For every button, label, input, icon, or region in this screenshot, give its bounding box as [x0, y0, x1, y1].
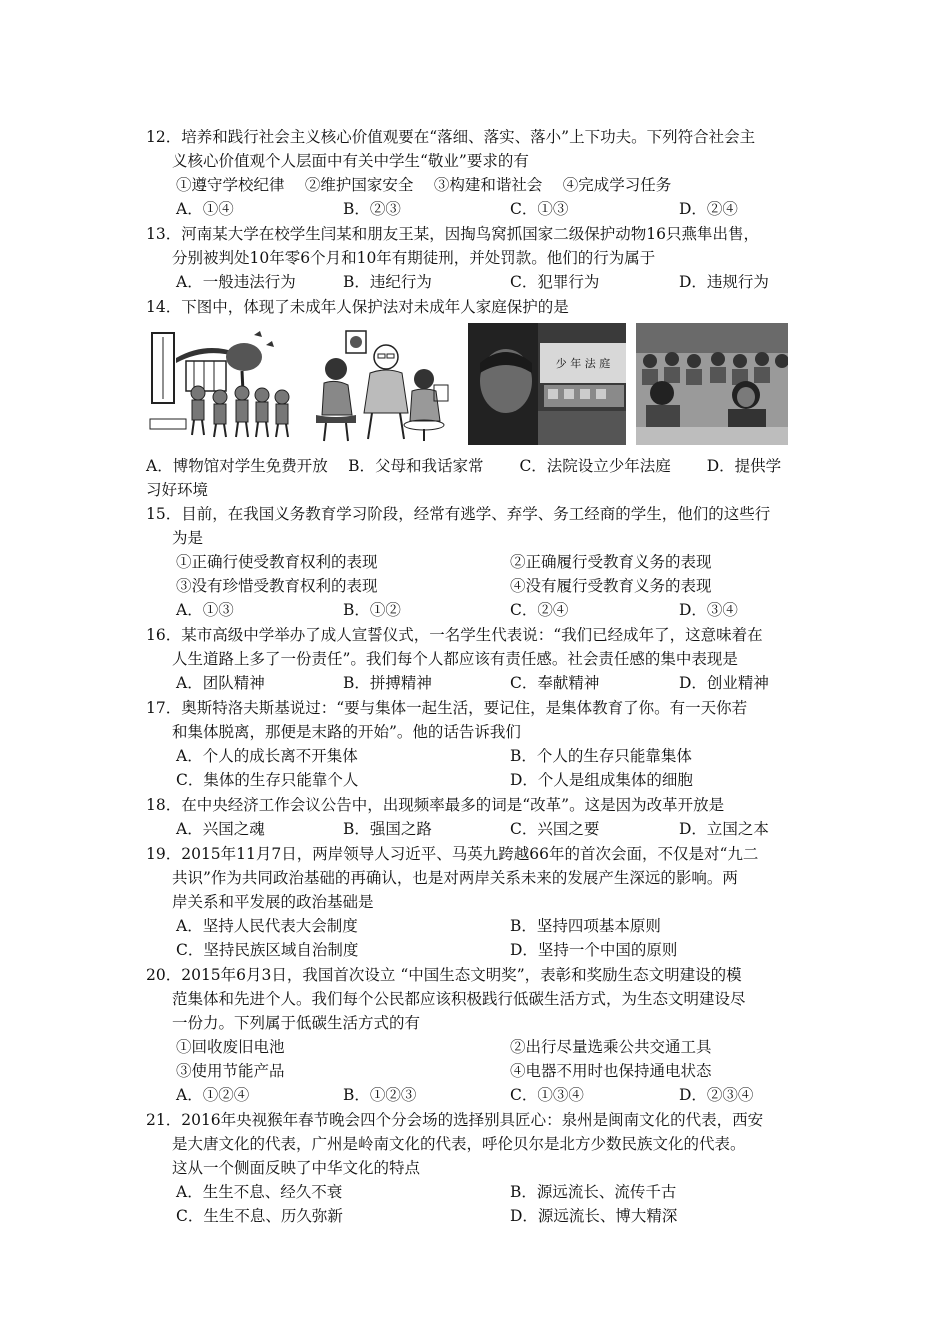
q15-item-2: ②正确履行受教育义务的表现 [510, 553, 712, 571]
q17-option-c: C．集体的生存只能靠个人 [176, 771, 359, 789]
q15-stem-line1: 15．目前，在我国义务教育学习阶段，经常有逃学、弃学、务工经商的学生，他们的这些行 [146, 505, 771, 523]
q15-item-1: ①正确行使受教育权利的表现 [176, 553, 378, 571]
q15-option-a: A．①③ [176, 601, 234, 619]
juvenile-court-photo [468, 323, 626, 445]
classroom-photo [636, 323, 788, 445]
q20-stem-line1: 20．2015年6月3日，我国首次设立 “中国生态文明奖”，表彰和奖励生态文明建设的模 [146, 966, 742, 984]
q13-stem-line1: 13．河南某大学在校学生闫某和朋友王某，因掏鸟窝抓国家二级保护动物16只燕隼出售， [146, 225, 759, 243]
q16-option-d: D．创业精神 [679, 674, 769, 692]
q21-option-c: C．生生不息、历久弥新 [176, 1207, 343, 1225]
q16-option-b: B．拼搏精神 [343, 674, 432, 692]
q20-item-3: ③使用节能产品 [176, 1062, 285, 1080]
q13-option-d: D．违规行为 [679, 273, 769, 291]
q12-option-c: C．①③ [510, 200, 569, 218]
q20-item-1: ①回收废旧电池 [176, 1038, 285, 1056]
q20-stem-line3: 一份力。下列属于低碳生活方式的有 [172, 1014, 421, 1032]
q21-option-a: A．生生不息、经久不衰 [176, 1183, 343, 1201]
q19-stem-line2: 共识”作为共同政治基础的再确认，也是对两岸关系未来的发展产生深远的影响。两 [172, 869, 738, 887]
q19-stem-line3: 岸关系和平发展的政治基础是 [172, 893, 374, 911]
q20-item-2: ②出行尽量选乘公共交通工具 [510, 1038, 712, 1056]
q18-option-a: A．兴国之魂 [176, 820, 265, 838]
q12-option-d: D．②④ [679, 200, 738, 218]
q19-option-b: B．坚持四项基本原则 [510, 917, 661, 935]
q21-option-d: D．源远流长、博大精深 [510, 1207, 678, 1225]
q14-options: A．博物馆对学生免费开放 B．父母和我话家常 C．法院设立少年法庭 D．提供学 [146, 457, 782, 475]
family-chat-cartoon-image [306, 323, 456, 445]
q12-option-b: B．②③ [343, 200, 401, 218]
q16-stem-line1: 16．某市高级中学举办了成人宣誓仪式，一名学生代表说：“我们已经成年了，这意味着在 [146, 626, 763, 644]
q19-option-a: A．坚持人民代表大会制度 [176, 917, 358, 935]
q16-stem-line2: 人生道路上多了一份责任”。我们每个人都应该有责任感。社会责任感的集中表现是 [172, 650, 738, 668]
q21-option-b: B．源远流长、流传千古 [510, 1183, 677, 1201]
q20-option-c: C．①③④ [510, 1086, 584, 1104]
q12-stem-line1: 12．培养和践行社会主义核心价值观要在“落细、落实、落小”上下功夫。下列符合社会主 [146, 128, 756, 146]
q13-option-a: A．一般违法行为 [176, 273, 296, 291]
q13-option-b: B．违纪行为 [343, 273, 432, 291]
q17-option-a: A．个人的成长离不开集体 [176, 747, 358, 765]
q15-item-4: ④没有履行受教育义务的表现 [510, 577, 712, 595]
q15-option-c: C．②④ [510, 601, 569, 619]
q17-option-d: D．个人是组成集体的细胞 [510, 771, 693, 789]
q21-stem-line2: 是大唐文化的代表，广州是岭南文化的代表，呼伦贝尔是北方少数民族文化的代表。 [172, 1135, 746, 1153]
q17-option-b: B．个人的生存只能靠集体 [510, 747, 692, 765]
q21-stem-line3: 这从一个侧面反映了中华文化的特点 [172, 1159, 421, 1177]
q15-option-b: B．①② [343, 601, 401, 619]
q12-items: ①遵守学校纪律 ②维护国家安全 ③构建和谐社会 ④完成学习任务 [176, 176, 672, 194]
q14-stem: 14．下图中，体现了未成年人保护法对未成年人家庭保护的是 [146, 298, 569, 316]
q20-item-4: ④电器不用时也保持通电状态 [510, 1062, 712, 1080]
q15-item-3: ③没有珍惜受教育权利的表现 [176, 577, 378, 595]
q16-option-c: C．奉献精神 [510, 674, 600, 692]
q18-option-d: D．立国之本 [679, 820, 769, 838]
q14-figures [146, 323, 788, 445]
q20-option-a: A．①②④ [176, 1086, 250, 1104]
q19-stem-line1: 19．2015年11月7日，两岸领导人习近平、马英九跨越66年的首次会面，不仅是对“九二 [146, 845, 759, 863]
q19-option-d: D．坚持一个中国的原则 [510, 941, 678, 959]
q15-stem-line2: 为是 [172, 529, 204, 547]
museum-cartoon-image [146, 323, 296, 445]
q20-option-d: D．②③④ [679, 1086, 754, 1104]
q18-option-c: C．兴国之要 [510, 820, 600, 838]
q13-option-c: C．犯罪行为 [510, 273, 600, 291]
q18-stem: 18．在中央经济工作会议公告中，出现频率最多的词是“改革”。这是因为改革开放是 [146, 796, 725, 814]
q21-stem-line1: 21．2016年央视猴年春节晚会四个分会场的选择别具匠心：泉州是闽南文化的代表，西安 [146, 1111, 764, 1129]
q20-option-b: B．①②③ [343, 1086, 417, 1104]
q17-stem-line2: 和集体脱离，那便是末路的开始”。他的话告诉我们 [172, 723, 521, 741]
q14-options-wrap: 习好环境 [146, 481, 209, 499]
q12-stem-line2: 义核心价值观个人层面中有关中学生“敬业”要求的有 [172, 152, 529, 170]
q19-option-c: C．坚持民族区域自治制度 [176, 941, 359, 959]
q18-option-b: B．强国之路 [343, 820, 432, 838]
q16-option-a: A．团队精神 [176, 674, 265, 692]
q20-stem-line2: 范集体和先进个人。我们每个公民都应该积极践行低碳生活方式，为生态文明建设尽 [172, 990, 746, 1008]
q15-option-d: D．③④ [679, 601, 738, 619]
q17-stem-line1: 17．奥斯特洛夫斯基说过：“要与集体一起生活，要记住，是集体教育了你。有一天你若 [146, 699, 748, 717]
court-sign-text: 少 年 法 庭 [555, 357, 611, 370]
q12-option-a: A．①④ [176, 200, 234, 218]
q13-stem-line2: 分别被判处10年零6个月和10年有期徒刑，并处罚款。他们的行为属于 [172, 249, 656, 267]
